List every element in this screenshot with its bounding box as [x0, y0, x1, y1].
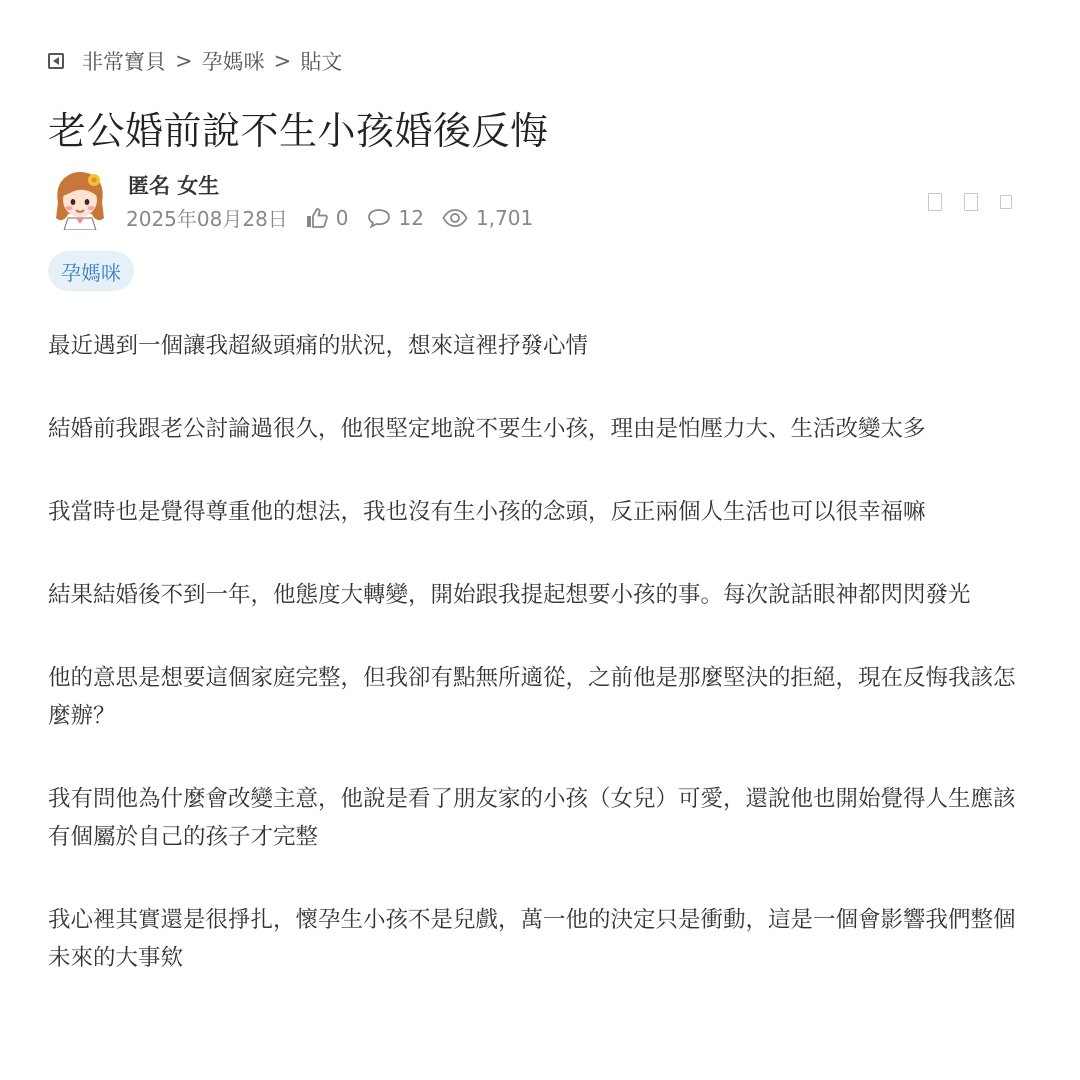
post-actions [906, 193, 1012, 211]
post-meta [126, 203, 533, 232]
paragraph: 結婚前我跟老公討論過很久，他很堅定地說不要生小孩，理由是怕壓力大、生活改變太多 [48, 416, 926, 442]
board-tag[interactable]: 孕媽咪 [48, 251, 134, 291]
paragraph: 他的意思是想要這個家庭完整，但我卻有點無所適從，之前他是那麼堅決的拒絕，現在反悔我該怎麼辦？ [48, 665, 1016, 729]
paragraph: 我心裡其實還是很掙扎，懷孕生小孩不是兒戲，萬一他的決定只是衝動，這是一個會影響我們整個未來的大事欸 [48, 907, 1016, 971]
comment-count[interactable] [367, 206, 424, 230]
breadcrumb-separator: > [273, 49, 292, 73]
post-date: 2025年08月28日 [126, 207, 288, 231]
comment-count-value: 12 [398, 205, 424, 230]
paragraph: 結果結婚後不到一年，他態度大轉變，開始跟我提起想要小孩的事。每次說話眼神都閃閃發光 [48, 582, 971, 608]
paragraph: 最近遇到一個讓我超級頭痛的狀況，想來這裡抒發心情 [48, 333, 589, 359]
author-name[interactable]: 匿名 女生 [128, 174, 220, 198]
comment-icon [367, 208, 391, 228]
paragraph: 我有問他為什麼會改變主意，他說是看了朋友家的小孩（女兒）可愛，還說他也開始覺得人生應該有個屬於自己的孩子才完整 [48, 786, 1016, 850]
breadcrumb-separator: > [175, 49, 193, 73]
girl-avatar-icon[interactable] [50, 168, 110, 230]
view-count-value: 1,701 [475, 205, 534, 230]
paragraph: 我當時也是覺得尊重他的想法，我也沒有生小孩的念頭，反正兩個人生活也可以很幸福嘛 [48, 499, 926, 525]
post-title: 老公婚前說不生小孩婚後反悔 [48, 109, 549, 153]
eye-icon [442, 208, 468, 228]
breadcrumb-item-current: 貼文 [300, 50, 343, 74]
view-count [442, 206, 533, 230]
like-count-value: 0 [335, 205, 349, 230]
like-count[interactable] [306, 206, 349, 230]
breadcrumb-item-forum[interactable]: 非常寶貝 [82, 50, 166, 74]
thumbs-up-icon [306, 208, 328, 228]
share-icon[interactable] [964, 193, 978, 211]
breadcrumb-item-board[interactable]: 孕媽咪 [201, 50, 265, 74]
more-options-icon[interactable] [1000, 195, 1012, 209]
breadcrumb [48, 44, 342, 78]
bookmark-icon[interactable] [928, 193, 942, 211]
back-icon[interactable] [48, 53, 64, 69]
post-content [48, 327, 1023, 1022]
